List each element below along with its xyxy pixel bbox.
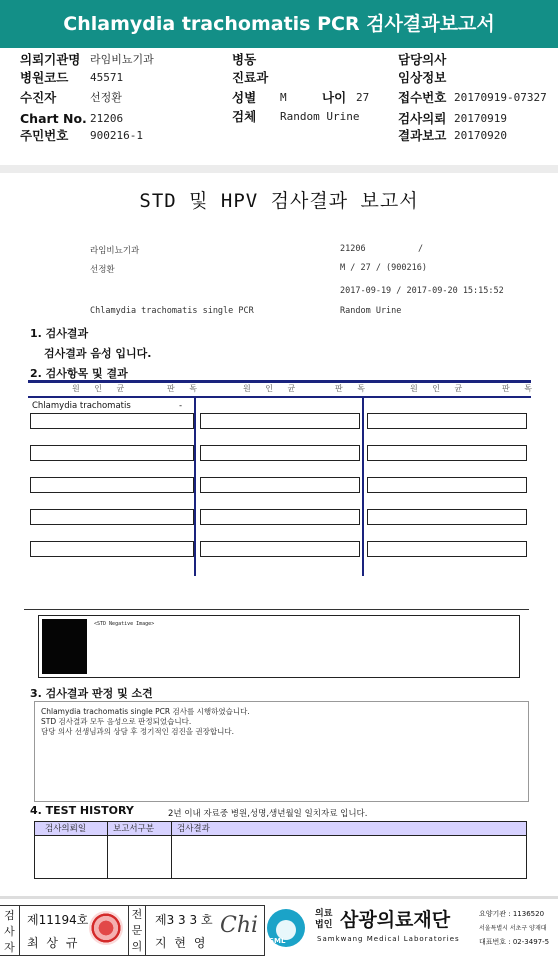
report-title: STD 및 HPV 검사결과 보고서 (139, 190, 419, 212)
header-row-resident-no: 주민번호 900216-1 (20, 128, 143, 143)
history-col-result: 검사결과 (177, 824, 210, 834)
banner-title: Chlamydia trachomatis PCR 검사결과보고서 (63, 13, 495, 35)
grid-column-divider (362, 396, 364, 576)
std-image-panel (38, 615, 520, 678)
logo-text: SML (269, 937, 286, 945)
report-banner (0, 0, 558, 48)
header-row-specimen: 검체 Random Urine (232, 109, 360, 124)
org-code: 요양기관 : 1136520 (479, 910, 545, 918)
result-cell (30, 445, 194, 461)
result-cell (30, 413, 194, 429)
info-test-name: Chlamydia trachomatis single PCR (90, 306, 254, 316)
header-row-clinical-info: 임상정보 (398, 70, 447, 85)
info-chart: 21206 (340, 244, 366, 254)
result-cell (30, 541, 194, 557)
org-name: 삼광의료재단 (340, 909, 451, 931)
result-cell (200, 477, 360, 493)
section2-title: 2. 검사항목 및 결과 (30, 367, 128, 380)
header-row-chart-no: Chart No. 21206 (20, 111, 124, 126)
section4-title: 4. TEST HISTORY (30, 804, 134, 817)
patient-header (0, 48, 558, 166)
col-header-organism-1: 원 인 균 (72, 384, 131, 393)
header-row-department: 진료과 (232, 70, 269, 85)
org-address: 서울특별시 서초구 양재대 (479, 925, 547, 932)
doctor-signature: Chi (220, 913, 259, 938)
result-cell (367, 541, 527, 557)
header-row-patient: 수진자 선정환 (20, 90, 122, 105)
history-col-request-date: 검사의뢰일 (45, 824, 87, 834)
result-cell (200, 541, 360, 557)
info-sex-age: M / 27 / (900216) (340, 263, 427, 273)
result-cell (367, 477, 527, 493)
info-specimen: Random Urine (340, 306, 402, 316)
opinion-line: Chlamydia trachomatis single PCR 검사를 시행하였습니다. (41, 707, 250, 716)
section1-title: 1. 검사결과 (30, 327, 89, 340)
history-table (34, 821, 527, 879)
history-note: 2년 이내 자료중 병원,성명,생년월일 일치자료 입니다. (168, 809, 368, 819)
header-row-ward: 병동 (232, 52, 257, 67)
history-col-divider (171, 822, 172, 878)
doctor-name: 지 현 영 (155, 936, 208, 950)
header-divider (0, 165, 558, 173)
section1-result: 검사결과 음성 입니다. (44, 347, 152, 360)
info-dates: 2017-09-19 / 2017-09-20 15:15:52 (340, 286, 504, 296)
info-clinic: 라임비뇨기과 (90, 246, 140, 256)
header-row-institution: 의뢰기관명 라임비뇨기과 (20, 52, 154, 67)
result-item-name: Chlamydia trachomatis (32, 401, 131, 411)
result-cell (200, 509, 360, 525)
org-prefix: 의료법인 (315, 909, 333, 930)
opinion-line: STD 검사결과 모두 음성으로 판정되었습니다. (41, 717, 192, 726)
inspector-label: 검사자 (4, 909, 15, 954)
col-header-organism-2: 원 인 균 (243, 384, 302, 393)
info-chart-slash: / (418, 244, 424, 254)
header-row-request-date: 검사의뢰 20170919 (398, 111, 507, 126)
results-grid-header-rule (28, 396, 531, 398)
doctor-license-no: 제3 3 3 호 (155, 913, 213, 927)
result-cell (367, 445, 527, 461)
col-header-judge-1: 판 독 (167, 384, 203, 393)
inspector-label-box (0, 905, 20, 956)
header-row-report-date: 결과보고 20170920 (398, 128, 507, 143)
col-header-judge-2: 판 독 (335, 384, 371, 393)
header-row-doctor: 담당의사 (398, 52, 447, 67)
org-english-name: Samkwang Medical Laboratories (317, 935, 460, 943)
section3-title: 3. 검사결과 판정 및 소견 (30, 687, 153, 700)
signature-footer (0, 896, 558, 953)
history-col-divider (107, 822, 108, 878)
grid-column-divider (194, 396, 196, 576)
col-header-organism-3: 원 인 균 (410, 384, 469, 393)
result-cell (30, 477, 194, 493)
col-header-judge-3: 판 독 (502, 384, 538, 393)
org-tel: 대표번호 : 02-3497-5 (479, 938, 550, 946)
header-row-hospital-code: 병원코드 45571 (20, 70, 124, 85)
result-item-value: - (178, 401, 184, 411)
gel-image-thumbnail (42, 619, 87, 674)
history-col-report-type: 보고서구분 (113, 824, 155, 834)
result-cell (30, 509, 194, 525)
doctor-label-box (128, 905, 146, 956)
info-patient: 선정환 (90, 265, 115, 275)
doctor-label: 전문의 (131, 908, 143, 953)
inspector-seal-icon (89, 911, 123, 945)
header-row-sex: 성별 M (232, 90, 287, 105)
opinion-box (34, 701, 529, 802)
result-cell (367, 413, 527, 429)
history-table-header (35, 822, 526, 836)
header-row-receipt-no: 접수번호 20170919-07327 (398, 90, 547, 105)
section-divider (24, 609, 529, 610)
sml-logo-icon (267, 909, 305, 947)
inspector-name: 최 상 규 (27, 936, 80, 950)
header-row-age: 나이 27 (322, 90, 370, 105)
inspector-license-no: 제11194호 (27, 913, 89, 927)
result-cell (200, 445, 360, 461)
result-cell (367, 509, 527, 525)
opinion-line: 담당 의사 선생님과의 상담 후 정기적인 검진을 권장합니다. (41, 727, 234, 736)
image-caption: <STD Negative Image> (94, 621, 155, 627)
result-cell (200, 413, 360, 429)
